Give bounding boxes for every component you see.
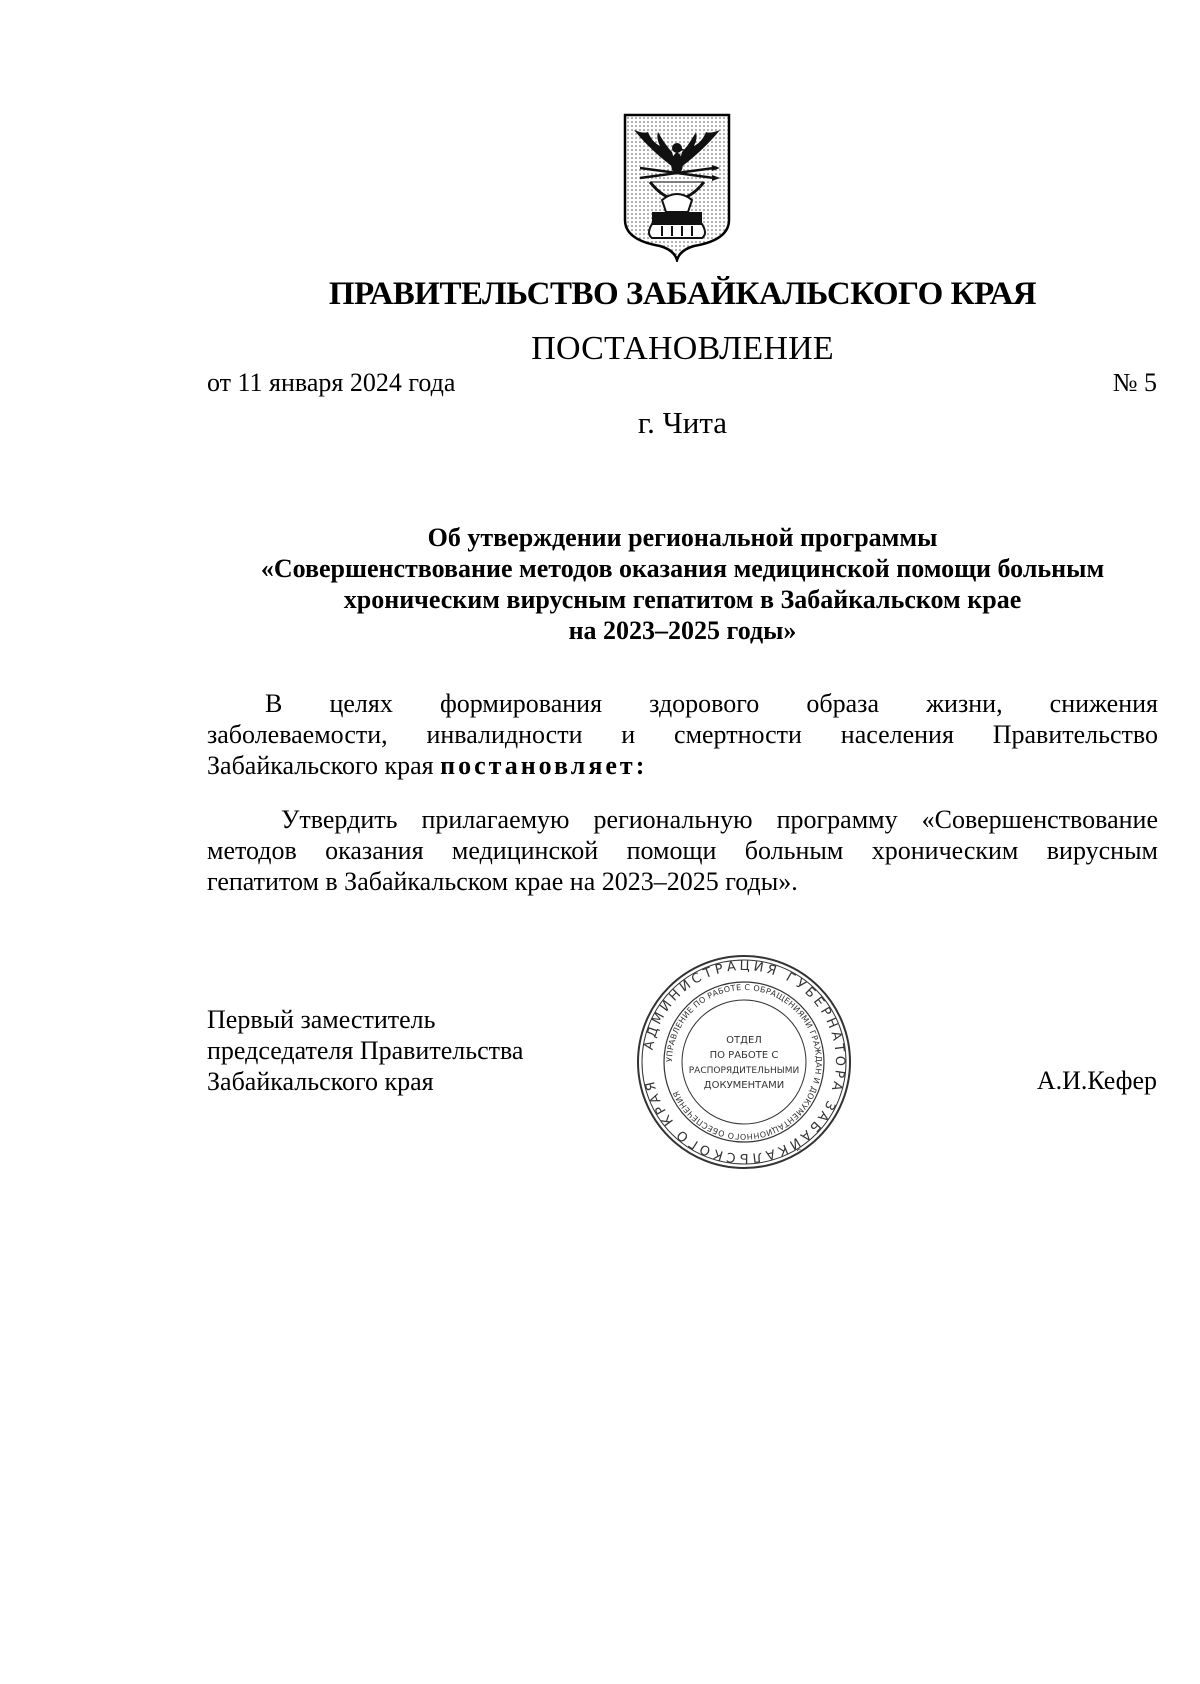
document-type: ПОСТАНОВЛЕНИЕ (531, 330, 834, 367)
coat-of-arms-emblem (622, 112, 732, 262)
title-line: хроническим вирусным гепатитом в Забайкальском крае (343, 585, 1022, 614)
stamp-center-line: ДОКУМЕНТАМИ (703, 1080, 785, 1091)
document-date: от 11 января 2024 года (207, 368, 456, 397)
resolves-keyword: постановляет: (440, 751, 648, 780)
paragraph-line: Утвердить прилагаемую региональную программу «Совершенствование (281, 805, 1158, 834)
paragraph-line: заболеваемости, инвалидности и смертности населения Правительство (207, 720, 1158, 749)
official-stamp (634, 952, 854, 1172)
stamp-center-line: ОТДЕЛ (726, 1035, 762, 1046)
signer-position (207, 1004, 523, 1097)
stamp-center-line: ПО РАБОТЕ С (709, 1050, 779, 1061)
document-city: г. Чита (637, 405, 728, 440)
organization-name: ПРАВИТЕЛЬСТВО ЗАБАЙКАЛЬСКОГО КРАЯ (328, 276, 1037, 312)
paragraph-line: методов оказания медицинской помощи больным хроническим вирусным (207, 836, 1158, 865)
title-line: «Совершенствование методов оказания медицинской помощи больным (260, 554, 1105, 583)
signer-position-line: Забайкальского края (207, 1067, 434, 1096)
svg-text:УПРАВЛЕНИЕ ПО РАБОТЕ С ОБРАЩЕН (665, 983, 823, 1141)
paragraph-line: гепатитом в Забайкальском крае на 2023–2025 годы». (207, 867, 798, 896)
title-line: на 2023–2025 годы» (568, 616, 797, 645)
document-title (205, 522, 1160, 646)
stamp-center-line: РАСПОРЯДИТЕЛЬНЫМИ (688, 1066, 800, 1076)
paragraph-line: В целях формирования здорового образа жизни, снижения (265, 689, 1158, 718)
title-line: Об утверждении региональной программы (427, 523, 938, 552)
paragraph-line (207, 750, 1158, 781)
paragraph-text: Забайкальского края (207, 751, 441, 780)
body-paragraph-resolution (207, 804, 1158, 897)
signer-position-line: председателя Правительства (207, 1036, 524, 1065)
signer-position-line: Первый заместитель (207, 1005, 436, 1034)
stamp-inner-text: УПРАВЛЕНИЕ ПО РАБОТЕ С ОБРАЩЕНИЯМИ ГРАЖДАН И ДОКУМЕНТАЦИОННОГО ОБЕСПЕЧЕНИЯ (664, 982, 824, 1142)
stamp-outer-text: АДМИНИСТРАЦИЯ ГУБЕРНАТОРА ЗАБАЙКАЛЬСКОГО КРАЯ (641, 958, 848, 1166)
signer-name: А.И.Кефер (1036, 1066, 1157, 1095)
document-number: № 5 (1112, 368, 1157, 397)
body-paragraph-preamble (207, 688, 1158, 781)
